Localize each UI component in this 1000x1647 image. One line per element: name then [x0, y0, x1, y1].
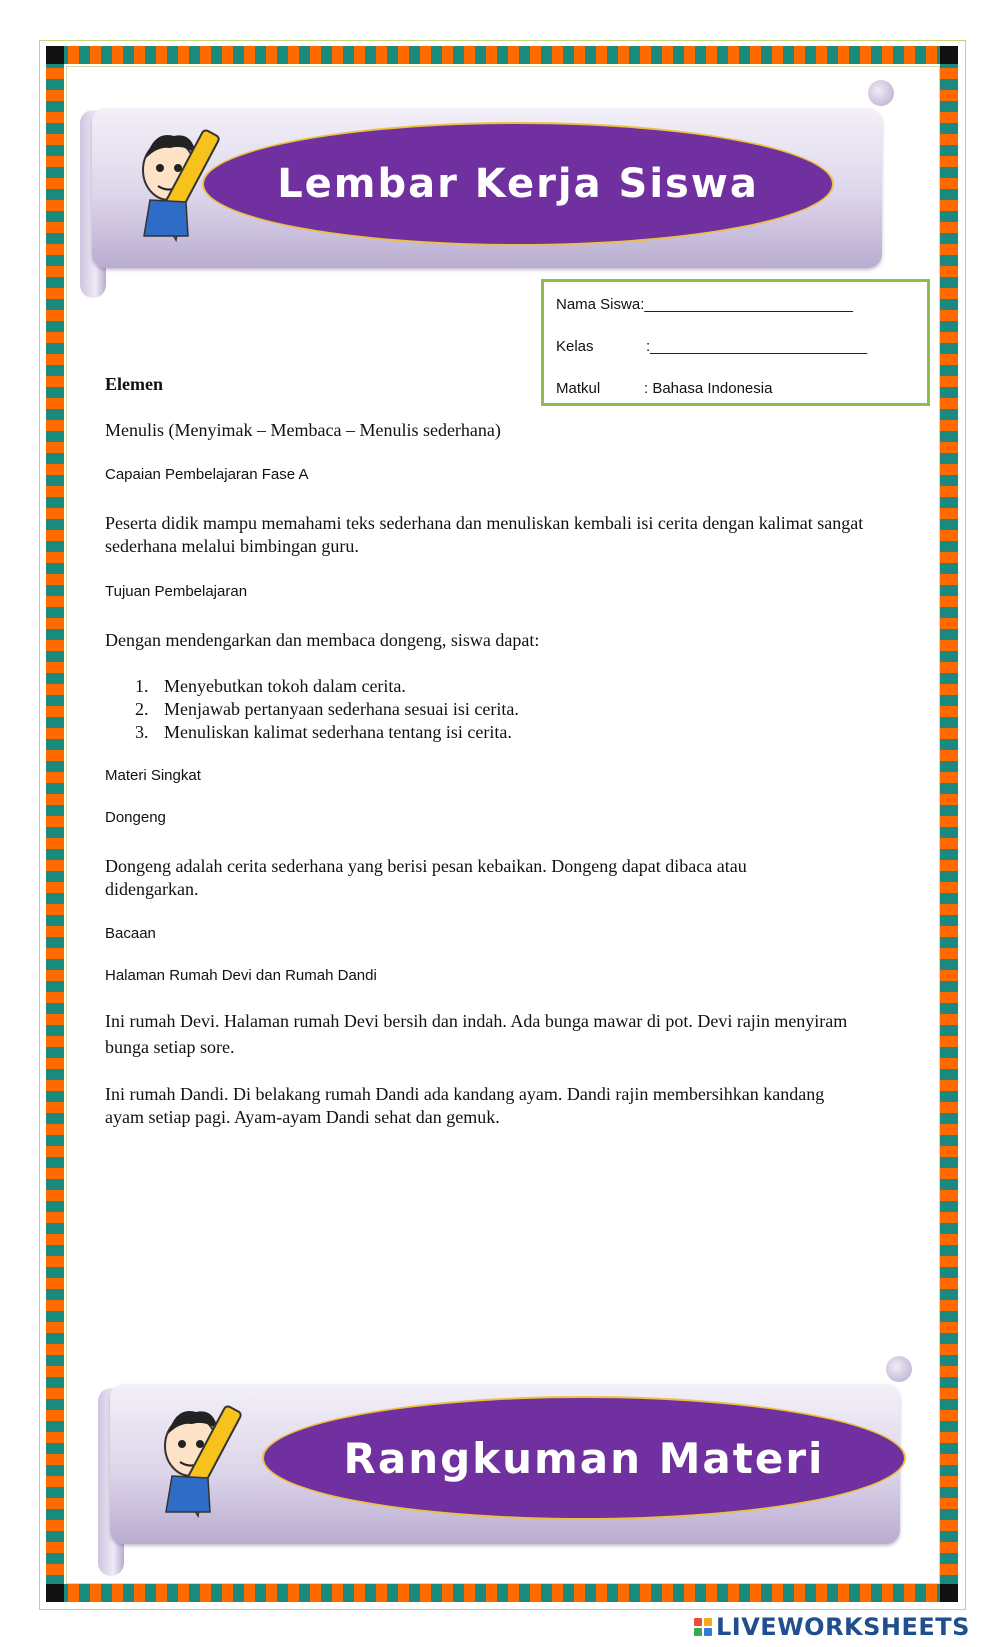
material-subheading: Dongeng [105, 809, 166, 826]
list-item-text: Menjawab pertanyaan sederhana sesuai isi cerita. [164, 699, 519, 719]
border-corner [46, 46, 64, 64]
footer-title-text: Rangkuman Materi [343, 1433, 825, 1483]
header-banner [78, 80, 898, 300]
list-item-text: Menuliskan kalimat sederhana tentang isi cerita. [164, 722, 512, 742]
list-item [105, 698, 905, 721]
border-bottom [46, 1584, 958, 1602]
border-left [46, 46, 64, 1602]
student-name-row [556, 296, 853, 313]
border-top [46, 46, 958, 64]
learning-goals-list [105, 675, 905, 744]
header-title-text: Lembar Kerja Siswa [277, 161, 759, 207]
pencil-boy-icon [146, 1394, 256, 1524]
banner-title [262, 1396, 906, 1520]
scroll-curl-right [868, 80, 894, 106]
list-item [105, 675, 905, 698]
liveworksheets-text: LIVEWORKSHEETS [716, 1613, 970, 1641]
element-text: Menulis (Menyimak – Membaca – Menulis sederhana) [105, 420, 501, 440]
border-corner [940, 1584, 958, 1602]
course-label: Matkul [556, 380, 601, 397]
liveworksheets-icon [694, 1618, 712, 1636]
reading-paragraph-1: Ini rumah Devi. Halaman rumah Devi bersih dan indah. Ada bunga mawar di pot. Devi rajin menyiram bunga setiap sore. [105, 1011, 848, 1057]
scroll-curl-right [886, 1356, 912, 1382]
student-name-field[interactable]: _________________________ [644, 296, 853, 313]
list-item [105, 721, 905, 744]
student-class-label: Kelas [556, 338, 594, 355]
learning-outcome-heading: Capaian Pembelajaran Fase A [105, 466, 309, 483]
border-corner [940, 46, 958, 64]
student-class-row [556, 338, 916, 355]
liveworksheets-logo [694, 1612, 970, 1642]
list-number: 3. [135, 722, 149, 742]
border-corner [46, 1584, 64, 1602]
banner-title [202, 122, 834, 246]
element-heading: Elemen [105, 374, 163, 394]
list-number: 1. [135, 676, 149, 696]
list-item-text: Menyebutkan tokoh dalam cerita. [164, 676, 406, 696]
border-right [940, 46, 958, 1602]
reading-heading: Bacaan [105, 925, 156, 942]
list-number: 2. [135, 699, 149, 719]
course-value: : Bahasa Indonesia [644, 380, 773, 397]
footer-banner [96, 1356, 916, 1576]
reading-title: Halaman Rumah Devi dan Rumah Dandi [105, 967, 377, 984]
learning-goals-intro: Dengan mendengarkan dan membaca dongeng, siswa dapat: [105, 630, 540, 650]
material-text: Dongeng adalah cerita sederhana yang berisi pesan kebaikan. Dongeng dapat dibaca atau didengarkan. [105, 856, 747, 899]
learning-outcome-text: Peserta didik mampu memahami teks sederhana dan menuliskan kembali isi cerita dengan kalimat sangat sederhana melalui bimbingan guru. [105, 513, 864, 556]
learning-goals-heading: Tujuan Pembelajaran [105, 583, 248, 600]
material-heading: Materi Singkat [105, 767, 201, 784]
reading-paragraph-2: Ini rumah Dandi. Di belakang rumah Dandi ada kandang ayam. Dandi rajin membersihkan kandang ayam setiap pagi. Ayam-ayam Dandi sehat dan gemuk. [105, 1084, 825, 1127]
student-class-field[interactable]: :__________________________ [646, 338, 868, 355]
student-name-label: Nama Siswa: [556, 296, 645, 313]
